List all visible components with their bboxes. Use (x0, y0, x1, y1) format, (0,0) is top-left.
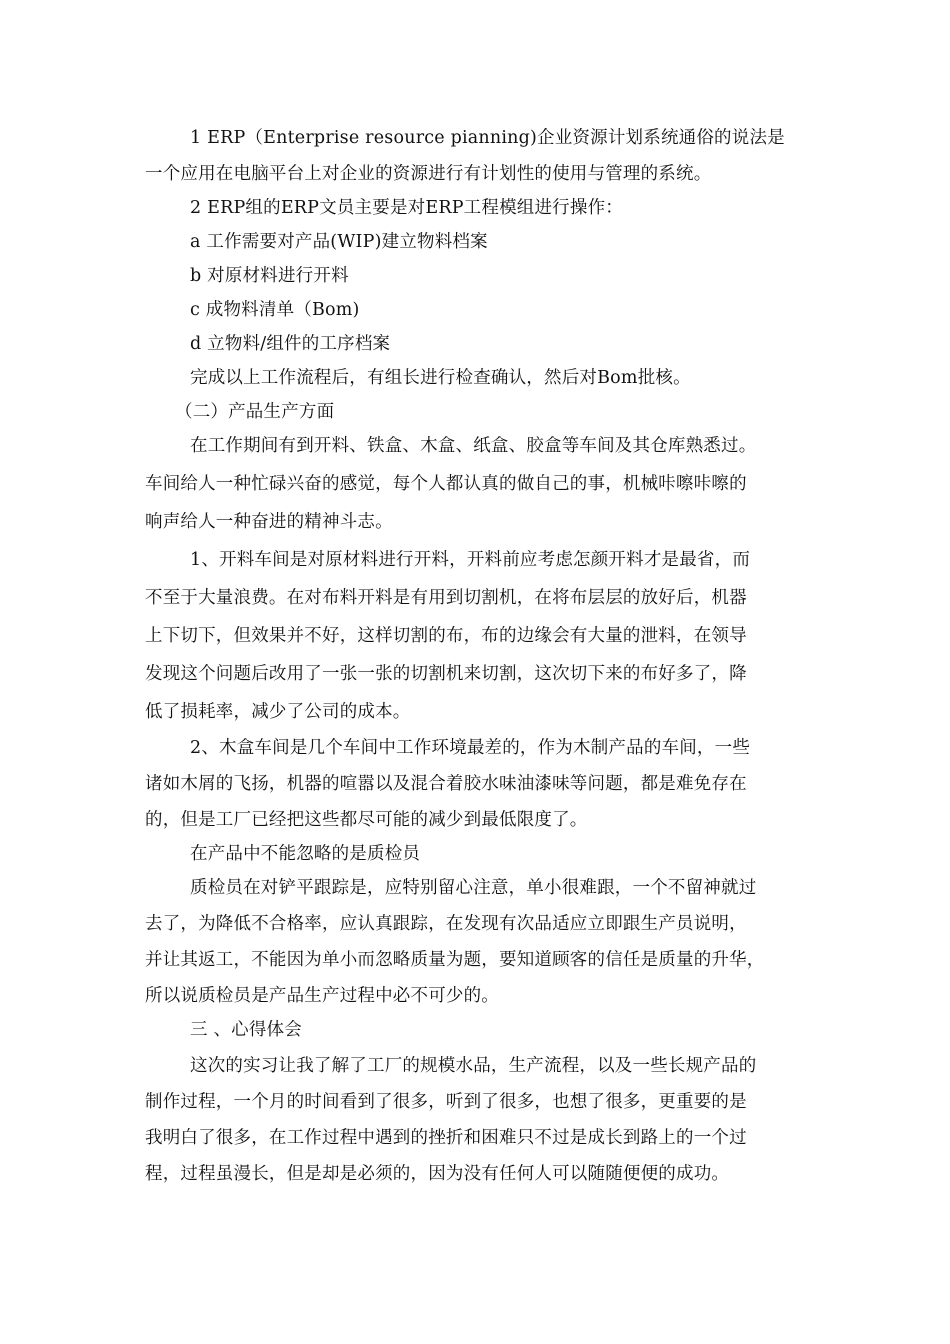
paragraph-line: 所以说质检员是产品生产过程中必不可少的。 (145, 986, 499, 1006)
paragraph-line: 1 ERP（Enterprise resource pianning)企业资源计划系统通俗的说法是 (190, 128, 785, 148)
list-item: d 立物料/组件的工序档案 (190, 334, 391, 354)
paragraph-line: 诸如木屑的飞扬，机器的喧嚣以及混合着胶水味油漆味等问题，都是难免存在 (145, 774, 747, 794)
paragraph-line: 在产品中不能忽略的是质检员 (190, 844, 421, 864)
paragraph-line: 制作过程，一个月的时间看到了很多，听到了很多，也想了很多，更重要的是 (145, 1092, 747, 1112)
paragraph-line: 去了，为降低不合格率，应认真跟踪，在发现有次品适应立即跟生产员说明， (145, 914, 747, 934)
paragraph-line: 2 ERP组的ERP文员主要是对ERP工程模组进行操作： (190, 198, 623, 218)
list-item: a 工作需要对产品(WIP)建立物料档案 (190, 232, 488, 252)
paragraph-line: 这次的实习让我了解了工厂的规模水品，生产流程，以及一些长规产品的 (190, 1056, 757, 1076)
paragraph-line: 的，但是工厂已经把这些都尽可能的减少到最低限度了。 (145, 810, 588, 830)
paragraph-line: 2、木盒车间是几个车间中工作环境最差的，作为木制产品的车间，一些 (190, 738, 751, 758)
paragraph-line: 1、开料车间是对原材料进行开料，开料前应考虑怎颜开料才是最省，而 (190, 550, 751, 570)
section-heading: （二）产品生产方面 (175, 402, 335, 422)
paragraph-line: 不至于大量浪费。在对布料开料是有用到切割机，在将布层层的放好后，机器 (145, 588, 747, 608)
paragraph-line: 发现这个问题后改用了一张一张的切割机来切割，这次切下来的布好多了，降 (145, 664, 747, 684)
paragraph-line: 一个应用在电脑平台上对企业的资源进行有计划性的使用与管理的系统。 (145, 164, 712, 184)
paragraph-line: 车间给人一种忙碌兴奋的感觉，每个人都认真的做自己的事，机械咔嚓咔嚓的 (145, 474, 747, 494)
paragraph-line: 在工作期间有到开料、铁盒、木盒、纸盒、胶盒等车间及其仓库熟悉过。 (190, 436, 757, 456)
paragraph-line: 并让其返工，不能因为单小而忽略质量为题，要知道顾客的信任是质量的升华， (145, 950, 765, 970)
paragraph-line: 完成以上工作流程后，有组长进行检查确认，然后对Bom批核。 (190, 368, 691, 388)
paragraph-line: 低了损耗率，减少了公司的成本。 (145, 702, 411, 722)
list-item: c 成物料清单（Bom) (190, 300, 360, 320)
list-item: b 对原材料进行开料 (190, 266, 349, 286)
paragraph-line: 质检员在对铲平跟踪是，应特别留心注意，单小很难跟，一个不留神就过 (190, 878, 757, 898)
paragraph-line: 响声给人一种奋进的精神斗志。 (145, 512, 393, 532)
paragraph-line: 上下切下，但效果并不好，这样切割的布，布的边缘会有大量的泄料，在领导 (145, 626, 747, 646)
paragraph-line: 我明白了很多，在工作过程中遇到的挫折和困难只不过是成长到路上的一个过 (145, 1128, 747, 1148)
paragraph-line: 程，过程虽漫长，但是却是必须的，因为没有任何人可以随随便便的成功。 (145, 1164, 730, 1184)
section-heading: 三 、心得体会 (190, 1020, 302, 1040)
